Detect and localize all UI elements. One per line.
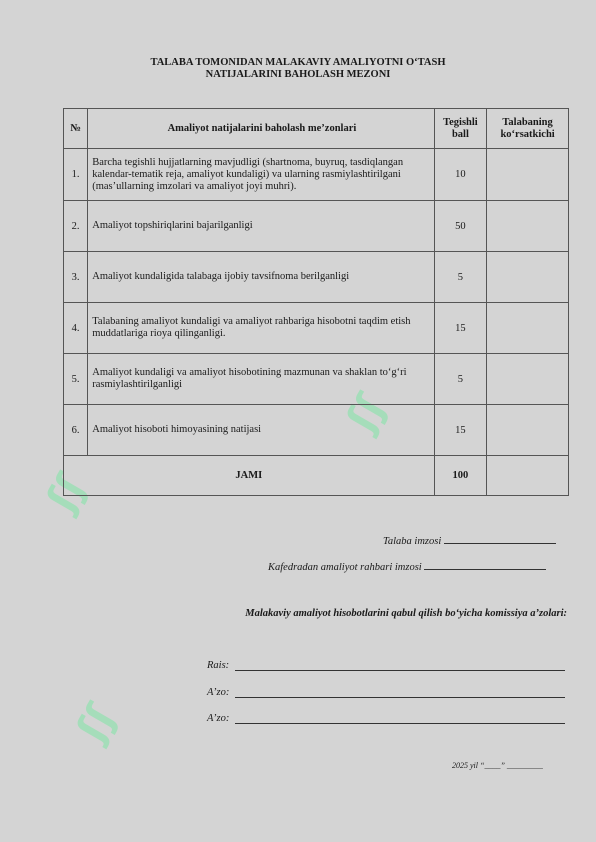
row-num: 6. xyxy=(64,405,88,456)
chair-label: Rais: xyxy=(207,660,230,671)
row-num: 4. xyxy=(64,303,88,354)
row-points: 5 xyxy=(434,252,487,303)
supervisor-signature-line[interactable] xyxy=(424,560,546,570)
total-score-cell[interactable] xyxy=(487,456,569,496)
row-score-cell[interactable] xyxy=(487,354,569,405)
title-line-2: NATIJALARINI BAHOLASH MEZONI xyxy=(205,69,391,80)
title-line-1: TALABA TOMONIDAN MALAKAVIY AMALIYOTNI O‘TASH xyxy=(150,57,446,68)
row-criterion: Amaliyot topshiriqlarini bajarilganligi xyxy=(88,201,434,252)
row-score-cell[interactable] xyxy=(487,149,569,201)
header-student-score: Talabaning ko‘rsatkichi xyxy=(487,109,569,149)
row-num: 1. xyxy=(64,149,88,201)
watermark-logo: ʃʃ xyxy=(338,387,395,439)
row-criterion: Amaliyot kundaligida talabaga ijobiy tavsifnoma berilganligi xyxy=(88,252,434,303)
commission-member xyxy=(207,713,229,724)
commission-heading: Malakaviy amaliyot hisobotlarini qabul qilish bo‘yicha komissiya a’zolari: xyxy=(245,608,567,619)
table-header-row xyxy=(64,109,569,149)
member-label: A’zo: xyxy=(207,687,230,698)
commission-member xyxy=(207,687,229,698)
table-row xyxy=(64,252,569,303)
row-criterion: Amaliyot kundaligi va amaliyot hisobotining mazmunan va shaklan to‘g‘ri rasmiylashtirilganligi xyxy=(88,354,434,405)
table-row xyxy=(64,149,569,201)
student-signature-label: Talaba imzosi xyxy=(383,536,442,547)
supervisor-signature xyxy=(268,560,546,573)
table-row xyxy=(64,405,569,456)
row-criterion: Talabaning amaliyot kundaligi va amaliyot rahbariga hisobotni taqdim etish muddatlariga rioya qilinganligi. xyxy=(88,303,434,354)
chair-signature-line[interactable] xyxy=(235,670,565,671)
watermark-logo: ʃʃ xyxy=(38,467,95,519)
member-signature-line[interactable] xyxy=(235,697,565,698)
row-score-cell[interactable] xyxy=(487,252,569,303)
member-label: A’zo: xyxy=(207,713,230,724)
header-points: Tegishli ball xyxy=(434,109,487,149)
student-signature-line[interactable] xyxy=(444,534,556,544)
header-criterion: Amaliyot natijalarini baholash me’zonlari xyxy=(88,109,434,149)
row-points: 15 xyxy=(434,405,487,456)
table-row xyxy=(64,354,569,405)
total-points: 100 xyxy=(434,456,487,496)
supervisor-signature-label: Kafedradan amaliyot rahbari imzosi xyxy=(268,562,422,573)
row-score-cell[interactable] xyxy=(487,201,569,252)
row-points: 10 xyxy=(434,149,487,201)
total-row xyxy=(64,456,569,496)
member-signature-line[interactable] xyxy=(235,723,565,724)
commission-chair xyxy=(207,660,229,671)
table-row xyxy=(64,303,569,354)
row-num: 2. xyxy=(64,201,88,252)
table-row xyxy=(64,201,569,252)
row-num: 5. xyxy=(64,354,88,405)
date-field: 2025 yil “____” _________ xyxy=(452,761,543,770)
student-signature xyxy=(383,534,556,547)
row-criterion: Barcha tegishli hujjatlarning mavjudligi (shartnoma, buyruq, tasdiqlangan kalendar-tematik reja, amaliyot kundaligi) va ularning rasmiylashtirilgani (mas’ullarning imzolari va amaliyot joyi muhri). xyxy=(88,149,434,201)
watermark-logo: ʃʃ xyxy=(68,697,125,749)
row-score-cell[interactable] xyxy=(487,405,569,456)
row-points: 5 xyxy=(434,354,487,405)
header-num: № xyxy=(64,109,88,149)
document-title xyxy=(0,57,596,81)
row-criterion: Amaliyot hisoboti himoyasining natijasi xyxy=(88,405,434,456)
criteria-table xyxy=(63,108,569,496)
row-points: 15 xyxy=(434,303,487,354)
row-score-cell[interactable] xyxy=(487,303,569,354)
row-num: 3. xyxy=(64,252,88,303)
row-points: 50 xyxy=(434,201,487,252)
total-label: JAMI xyxy=(64,456,435,496)
